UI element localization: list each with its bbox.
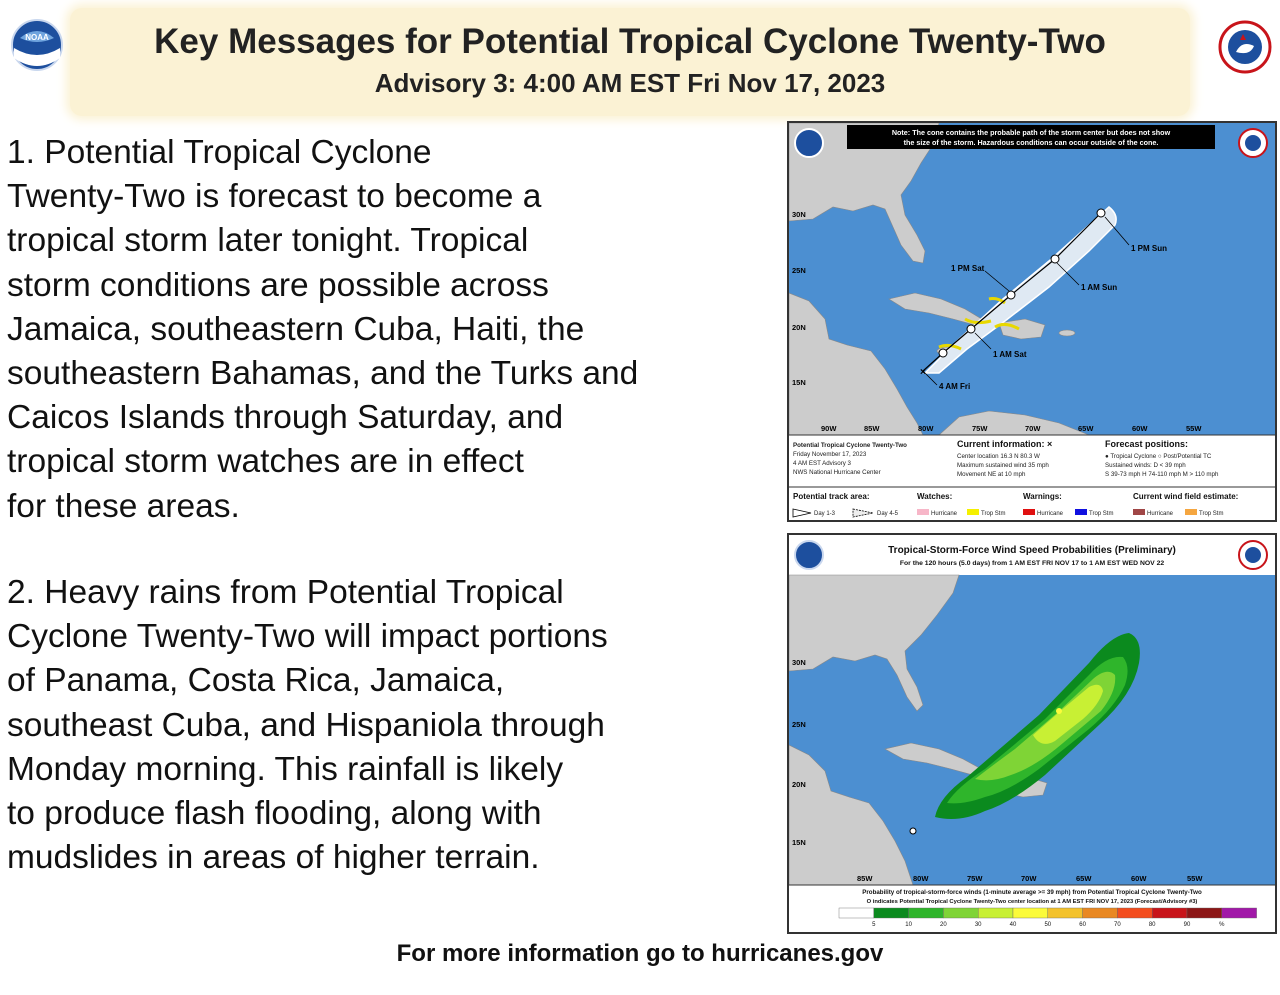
lat-label: 20N [792, 780, 806, 789]
lon-label: 75W [967, 874, 983, 883]
track-label: 1 AM Sun [1081, 283, 1118, 292]
lon-label: 60W [1132, 424, 1148, 433]
scale-label: 30 [974, 922, 982, 928]
track-point [939, 349, 947, 357]
lon-label: 55W [1186, 424, 1202, 433]
wind-probability-map [789, 535, 1275, 932]
wind-probability-panel [787, 533, 1277, 934]
scale-swatch [1222, 908, 1257, 918]
lon-label: 65W [1078, 424, 1094, 433]
lat-label: 30N [792, 210, 806, 219]
lon-label: 80W [918, 424, 934, 433]
nws-logo-core [1245, 135, 1261, 151]
legend-day45: Day 4-5 [877, 511, 899, 517]
current-position-marker: × [920, 367, 926, 378]
scale-swatch [1083, 908, 1118, 918]
scale-swatch [1013, 908, 1048, 918]
note-line: Note: The cone contains the probable path of the storm center but does not show [891, 128, 1171, 137]
scale-label: 20 [940, 922, 947, 928]
lon-label: 60W [1131, 874, 1147, 883]
key-message-1: 1. Potential Tropical Cyclone Twenty-Two is forecast to become a tropical storm later tonight. Tropical storm conditions are possible across Jamaica, southeastern Cuba, Haiti, the southeastern Bahamas, and the Turks and Caicos Islands through Saturday, and tropical storm watches are in effect for these areas. [7, 134, 639, 525]
watch-tropstm-swatch [967, 509, 979, 515]
legend-warning-hurricane: Hurricane [1037, 511, 1064, 517]
storm-center-marker [910, 828, 916, 834]
legend-warnings-label: Warnings: [1023, 492, 1062, 501]
prob-caption: O indicates Potential Tropical Cyclone Twenty-Two center location at 1 AM EST FRI NOV 17, 2023 (Forecast/Advisory #3) [866, 899, 1198, 905]
legend-day13: Day 1-3 [814, 511, 836, 517]
prob-map-title: Tropical-Storm-Force Wind Speed Probabilities (Preliminary) [888, 545, 1176, 556]
scale-label: 60 [1079, 922, 1086, 928]
legend-watch-tropstm: Trop Stm [981, 511, 1006, 517]
lon-label: 90W [821, 424, 837, 433]
wind-tropstm-swatch [1185, 509, 1197, 515]
scale-swatch [1117, 908, 1152, 918]
track-point [1097, 209, 1105, 217]
scale-label: % [1219, 922, 1225, 928]
wind-hurricane-swatch [1133, 509, 1145, 515]
lon-label: 85W [857, 874, 873, 883]
lon-label: 65W [1076, 874, 1092, 883]
legend-watches-label: Watches: [917, 492, 953, 501]
scale-label: 70 [1114, 922, 1121, 928]
legend-current-line: Movement NE at 10 mph [957, 471, 1026, 478]
scale-label: 5 [872, 922, 876, 928]
lon-label: 75W [972, 424, 988, 433]
warning-hurricane-swatch [1023, 509, 1035, 515]
prob-contour-40 [1056, 708, 1062, 714]
legend-current-line: Center location 16.3 N 80.3 W [957, 453, 1040, 460]
cone-map [789, 123, 1275, 520]
scale-swatch [909, 908, 944, 918]
lat-label: 25N [792, 266, 806, 275]
warning-tropstm-swatch [1075, 509, 1087, 515]
note-line: the size of the storm. Hazardous conditions can occur outside of the cone. [903, 138, 1159, 147]
lat-label: 30N [792, 658, 806, 667]
noaa-logo-small [795, 129, 823, 157]
legend-wind-tropstm: Trop Stm [1199, 511, 1224, 517]
page-title: Key Messages for Potential Tropical Cyclone Twenty-Two [154, 22, 1106, 61]
track-point [1007, 291, 1015, 299]
lat-label: 15N [792, 838, 806, 847]
watch-hurricane-swatch [917, 509, 929, 515]
scale-label: 10 [905, 922, 912, 928]
legend-forecast-line: Sustained winds: D < 39 mph [1105, 462, 1186, 469]
nws-logo [1218, 20, 1272, 74]
scale-swatch [943, 908, 978, 918]
advisory-subtitle: Advisory 3: 4:00 AM EST Fri Nov 17, 2023 [374, 68, 886, 98]
scale-swatch [978, 908, 1013, 918]
lat-label: 25N [792, 720, 806, 729]
legend-warning-tropstm: Trop Stm [1089, 511, 1114, 517]
svg-text:NOAA: NOAA [25, 33, 49, 42]
prob-map-subtitle: For the 120 hours (5.0 days) from 1 AM EST FRI NOV 17 to 1 AM EST WED NOV 22 [899, 560, 1165, 567]
lon-label: 55W [1187, 874, 1203, 883]
legend-storm-line: Friday November 17, 2023 [793, 451, 867, 458]
lon-label: 70W [1025, 424, 1041, 433]
lon-label: 70W [1021, 874, 1037, 883]
footer-link-text: For more information go to hurricanes.gov [396, 940, 884, 967]
lon-label: 80W [913, 874, 929, 883]
legend-storm-line: NWS National Hurricane Center [793, 469, 881, 476]
legend-track-area-label: Potential track area: [793, 492, 870, 501]
cone-map-panel [787, 121, 1277, 522]
scale-swatch [1048, 908, 1083, 918]
lat-label: 20N [792, 323, 806, 332]
noaa-logo-small [795, 541, 823, 569]
puerto-rico-land [1059, 330, 1075, 336]
legend-storm-line: 4 AM EST Advisory 3 [793, 460, 852, 467]
legend-current-title: Current information: × [957, 439, 1053, 449]
nws-logo-core [1245, 547, 1261, 563]
key-message-2: 2. Heavy rains from Potential Tropical Cyclone Twenty-Two will impact portions of Panama, Costa Rica, Jamaica, southeast Cuba, and Hispaniola through Monday morning. This rainfall is likely to produce flash flooding, along with mudslides in areas of higher terrain. [7, 574, 608, 877]
track-label: 1 AM Sat [993, 350, 1027, 359]
legend-wind-field-label: Current wind field estimate: [1133, 492, 1239, 501]
track-point [1051, 255, 1059, 263]
track-label: 4 AM Fri [939, 382, 971, 391]
legend-current-line: Maximum sustained wind 35 mph [957, 462, 1049, 469]
legend-forecast-line: ● Tropical Cyclone ○ Post/Potential TC [1105, 453, 1212, 460]
prob-caption: Probability of tropical-storm-force winds (1-minute average >= 39 mph) from Potential Tropical Cyclone Twenty-Two [862, 889, 1202, 896]
legend-forecast-title: Forecast positions: [1105, 439, 1189, 449]
legend-watch-hurricane: Hurricane [931, 511, 958, 517]
scale-label: 50 [1044, 922, 1052, 928]
scale-label: 90 [1183, 922, 1191, 928]
track-label: 1 PM Sat [951, 264, 985, 273]
lat-label: 15N [792, 378, 806, 387]
noaa-logo [10, 18, 64, 72]
legend-storm-line: Potential Tropical Cyclone Twenty-Two [793, 442, 907, 449]
scale-label: 80 [1148, 922, 1156, 928]
lon-label: 85W [864, 424, 880, 433]
scale-swatch [1152, 908, 1187, 918]
scale-swatch [1187, 908, 1222, 918]
legend-forecast-line: S 39-73 mph H 74-110 mph M > 110 mph [1105, 471, 1219, 478]
scale-swatch [839, 908, 874, 918]
legend-wind-hurricane: Hurricane [1147, 511, 1174, 517]
track-label: 1 PM Sun [1131, 244, 1168, 253]
scale-swatch [874, 908, 909, 918]
track-point [967, 325, 975, 333]
scale-label: 40 [1009, 922, 1017, 928]
